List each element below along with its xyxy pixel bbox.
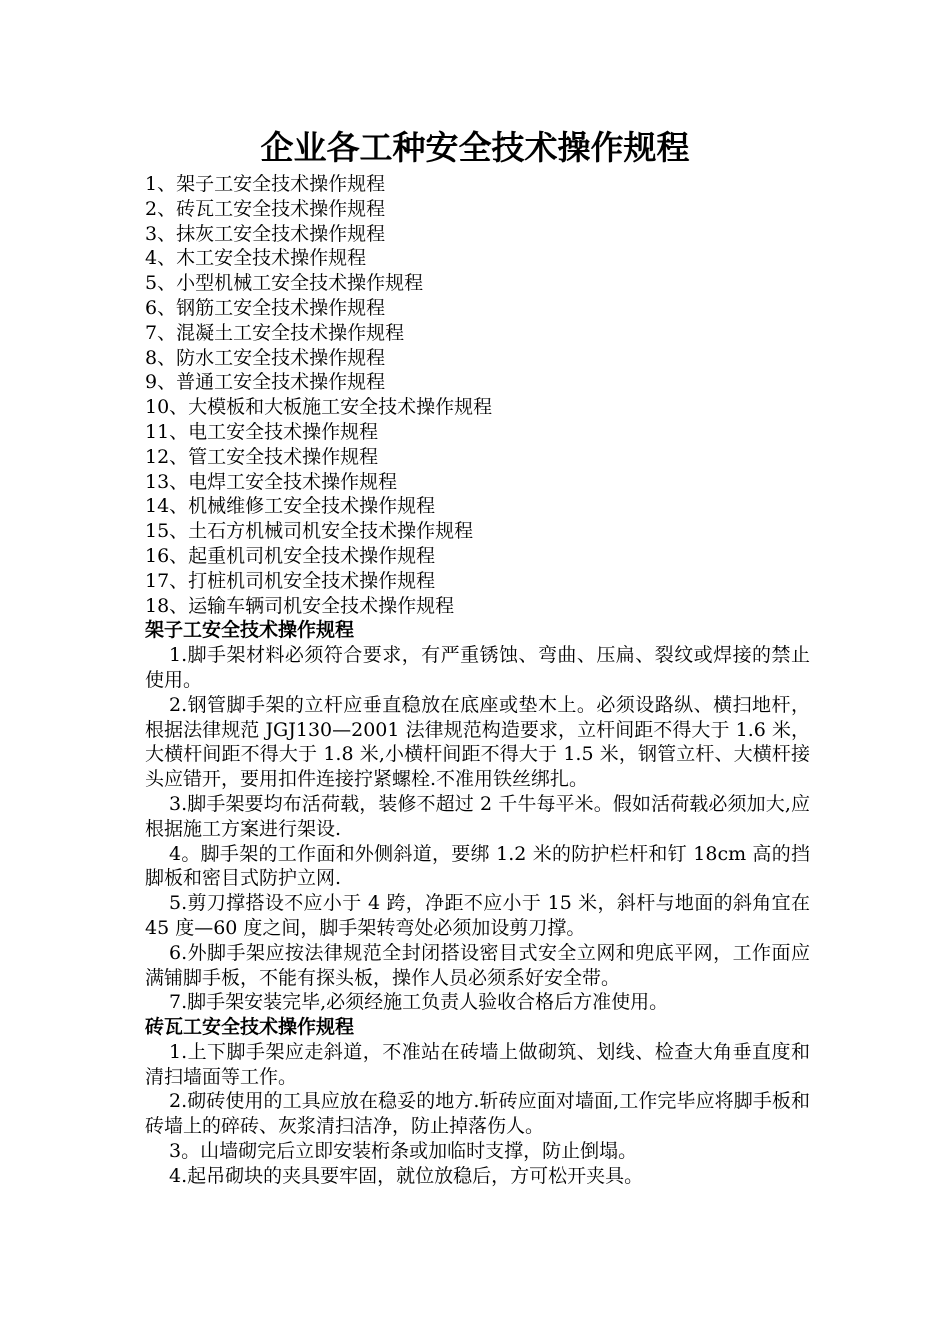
toc-item: 16、起重机司机安全技术操作规程	[145, 544, 436, 567]
toc-item: 14、机械维修工安全技术操作规程	[145, 495, 436, 518]
toc-item: 12、管工安全技术操作规程	[145, 445, 379, 468]
section-paragraph: 1.脚手架材料必须符合要求，有严重锈蚀、弯曲、压扁、裂纹或焊接的禁止使用。	[145, 644, 810, 691]
section-heading: 砖瓦工安全技术操作规程	[145, 1016, 355, 1039]
section-scaffolder	[145, 618, 810, 1015]
section-paragraph: 1.上下脚手架应走斜道，不准站在砖墙上做砌筑、划线、检查大角垂直度和清扫墙面等工作。	[145, 1040, 810, 1088]
table-of-contents	[145, 172, 810, 618]
section-paragraph: 3.脚手架要均布活荷载，装修不超过 2 千牛每平米。假如活荷载必须加大,应根据施工方案进行架设.	[145, 792, 810, 840]
toc-item: 5、小型机械工安全技术操作规程	[145, 272, 424, 295]
section-paragraph: 4.起吊砌块的夹具要牢固，就位放稳后，方可松开夹具。	[169, 1164, 644, 1187]
section-paragraph: 5.剪刀撑搭设不应小于 4 跨，净距不应小于 15 米，斜杆与地面的斜角宜在 45 度—60 度之间，脚手架转弯处必须加设剪刀撑。	[145, 892, 810, 939]
toc-item: 2、砖瓦工安全技术操作规程	[145, 197, 386, 220]
toc-item: 15、土石方机械司机安全技术操作规程	[145, 520, 474, 543]
toc-item: 4、木工安全技术操作规程	[145, 247, 367, 270]
section-paragraph: 2.钢管脚手架的立杆应垂直稳放在底座或垫木上。必须设路纵、横扫地杆，根据法律规范 JGJ130—2001 法律规范构造要求，立杆间距不得大于 1.6 米，大横杆间距不得大于 1.8 米,小横杆间距不得大于 1.5 米，钢管立杆、大横杆接头应错开，要用扣件连接拧紧螺栓.不准用铁丝绑扎。	[145, 693, 810, 791]
section-paragraph: 2.砌砖使用的工具应放在稳妥的地方.斩砖应面对墙面,工作完毕应将脚手板和砖墙上的碎砖、灰浆清扫洁净，防止掉落伤人。	[145, 1090, 810, 1138]
toc-item: 11、电工安全技术操作规程	[145, 420, 379, 443]
toc-item: 13、电焊工安全技术操作规程	[145, 470, 398, 493]
toc-item: 8、防水工安全技术操作规程	[145, 346, 386, 369]
toc-item: 17、打桩机司机安全技术操作规程	[145, 569, 436, 592]
toc-item: 10、大模板和大板施工安全技术操作规程	[145, 396, 493, 419]
section-bricklayer	[145, 1015, 810, 1189]
section-paragraph: 4。脚手架的工作面和外侧斜道，要绑 1.2 米的防护栏杆和钉 18cm 高的挡脚板和密目式防护立网.	[145, 842, 810, 890]
toc-item: 6、钢筋工安全技术操作规程	[145, 296, 386, 319]
toc-item: 18、运输车辆司机安全技术操作规程	[145, 594, 455, 617]
toc-item: 9、普通工安全技术操作规程	[145, 371, 386, 394]
toc-item: 1、架子工安全技术操作规程	[145, 173, 386, 195]
document-title: 企业各工种安全技术操作规程	[260, 128, 690, 167]
section-paragraph: 6.外脚手架应按法律规范全封闭搭设密目式安全立网和兜底平网，工作面应满铺脚手板，不能有探头板，操作人员必须系好安全带。	[145, 941, 810, 989]
section-paragraph: 7.脚手架安装完毕,必须经施工负责人验收合格后方准使用。	[169, 991, 669, 1014]
section-heading: 架子工安全技术操作规程	[145, 619, 355, 642]
document-page	[145, 124, 810, 1189]
toc-item: 7、混凝土工安全技术操作规程	[145, 321, 405, 344]
toc-item: 3、抹灰工安全技术操作规程	[145, 222, 386, 245]
section-paragraph: 3。山墙砌完后立即安装桁条或加临时支撑，防止倒塌。	[169, 1140, 638, 1163]
